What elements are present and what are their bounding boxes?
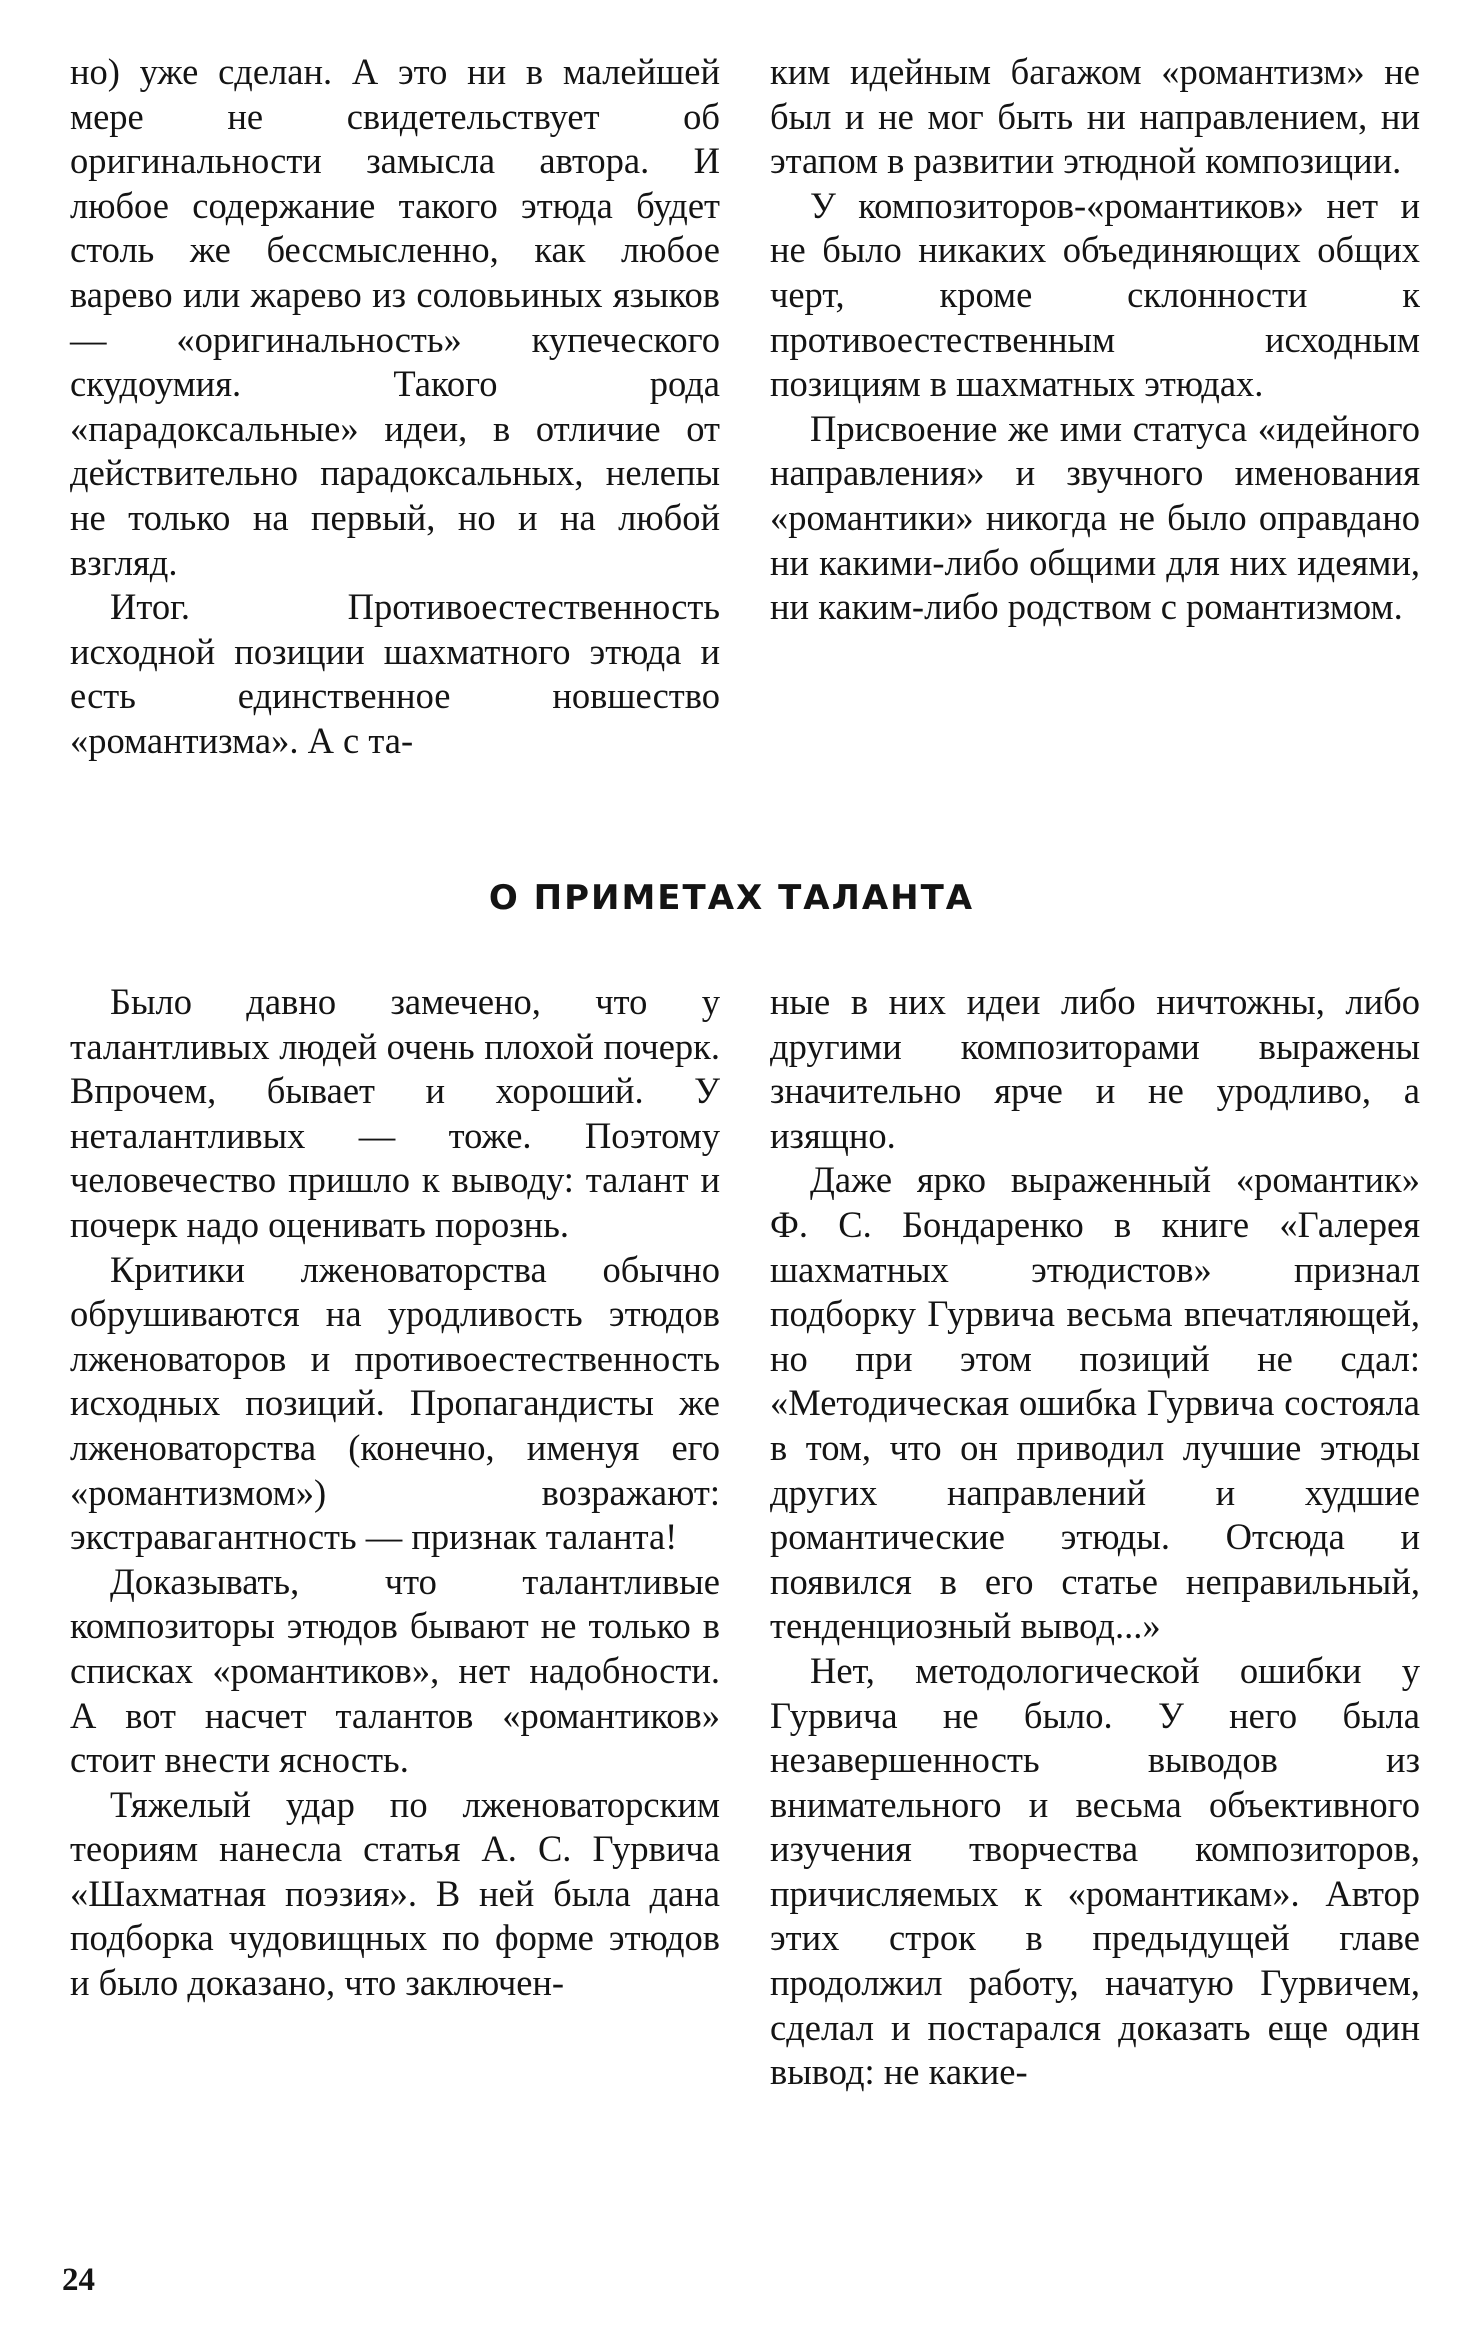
paragraph: Доказывать, что талантливые композиторы этюдов бывают не только в списках «романтиков», нет надобности. А вот насчет талантов «романтиков» стоит внести ясность.: [70, 1560, 720, 1781]
paragraph: Нет, методологической ошибки у Гурвича не было. У него была незавершенность выводов из внимательного и весьма объективного изучения творчества композиторов, причисляемых к «романтикам». Автор этих строк в предыдущей главе продолжил работу, начатую Гурвичем, сделал и постарался доказать еще один вывод: не какие-: [770, 1649, 1420, 2093]
paragraph: ные в них идеи либо ничтожны, либо другими композиторами выражены значительно ярче и не уродливо, а изящно.: [770, 981, 1420, 1156]
top-left-column: [70, 50, 720, 764]
top-right-column: [770, 50, 1420, 630]
paragraph: но) уже сделан. А это ни в малейшей мере не свидетельствует об оригинальности замысла автора. И любое содержание такого этюда будет столь же бессмысленно, как любое варево или жарево из соловьиных языков — «оригинальность» купеческого скудоумия. Такого рода «парадоксальные» идеи, в отличие от действительно парадоксальных, нелепы не только на первый, но и на любой взгляд.: [70, 51, 720, 583]
paragraph: Присвоение же ими статуса «идейного направления» и звучного именования «романтики» никогда не было оправдано ни какими-либо общими для них идеями, ни каким-либо родством с романтизмом.: [770, 407, 1420, 628]
bottom-right-column: [770, 980, 1420, 2095]
section-heading: О ПРИМЕТАХ ТАЛАНТА: [488, 878, 975, 918]
paragraph: Было давно замечено, что у талантливых людей очень плохой почерк. Впрочем, бывает и хороший. У неталантливых — тоже. Поэтому человечество пришло к выводу: талант и почерк надо оценивать порознь.: [70, 981, 720, 1245]
paragraph: У композиторов-«романтиков» нет и не было никаких объединяющих общих черт, кроме склонности к противоестественным исходным позициям в шахматных этюдах.: [770, 184, 1420, 405]
bottom-left-column: [70, 980, 720, 2006]
paragraph: Итог. Противоестественность исходной позиции шахматного этюда и есть единственное новшество «романтизма». А с та-: [70, 586, 720, 761]
paragraph: Тяжелый удар по лженоваторским теориям нанесла статья А. С. Гурвича «Шахматная поэзия». В ней была дана подборка чудовищных по форме этюдов и было доказано, что заключен-: [70, 1783, 720, 2004]
page-number: 24: [62, 2262, 95, 2298]
paragraph: ким идейным багажом «романтизм» не был и не мог быть ни направлением, ни этапом в развитии этюдной композиции.: [770, 51, 1420, 182]
paragraph: Даже ярко выраженный «романтик» Ф. С. Бондаренко в книге «Галерея шахматных этюдистов» признал подборку Гурвича весьма впечатляющей, но при этом позиций не сдал: «Методическая ошибка Гурвича состояла в том, что он приводил лучшие этюды других направлений и худшие романтические этюды. Отсюда и появился в его статье неправильный, тенденциозный вывод...»: [770, 1159, 1420, 1647]
paragraph: Критики лженоваторства обычно обрушиваются на уродливость этюдов лженоваторов и противоестественность исходных позиций. Пропагандисты же лженоваторства (конечно, именуя его «романтизмом») возражают: экстравагантность — признак таланта!: [70, 1248, 720, 1558]
